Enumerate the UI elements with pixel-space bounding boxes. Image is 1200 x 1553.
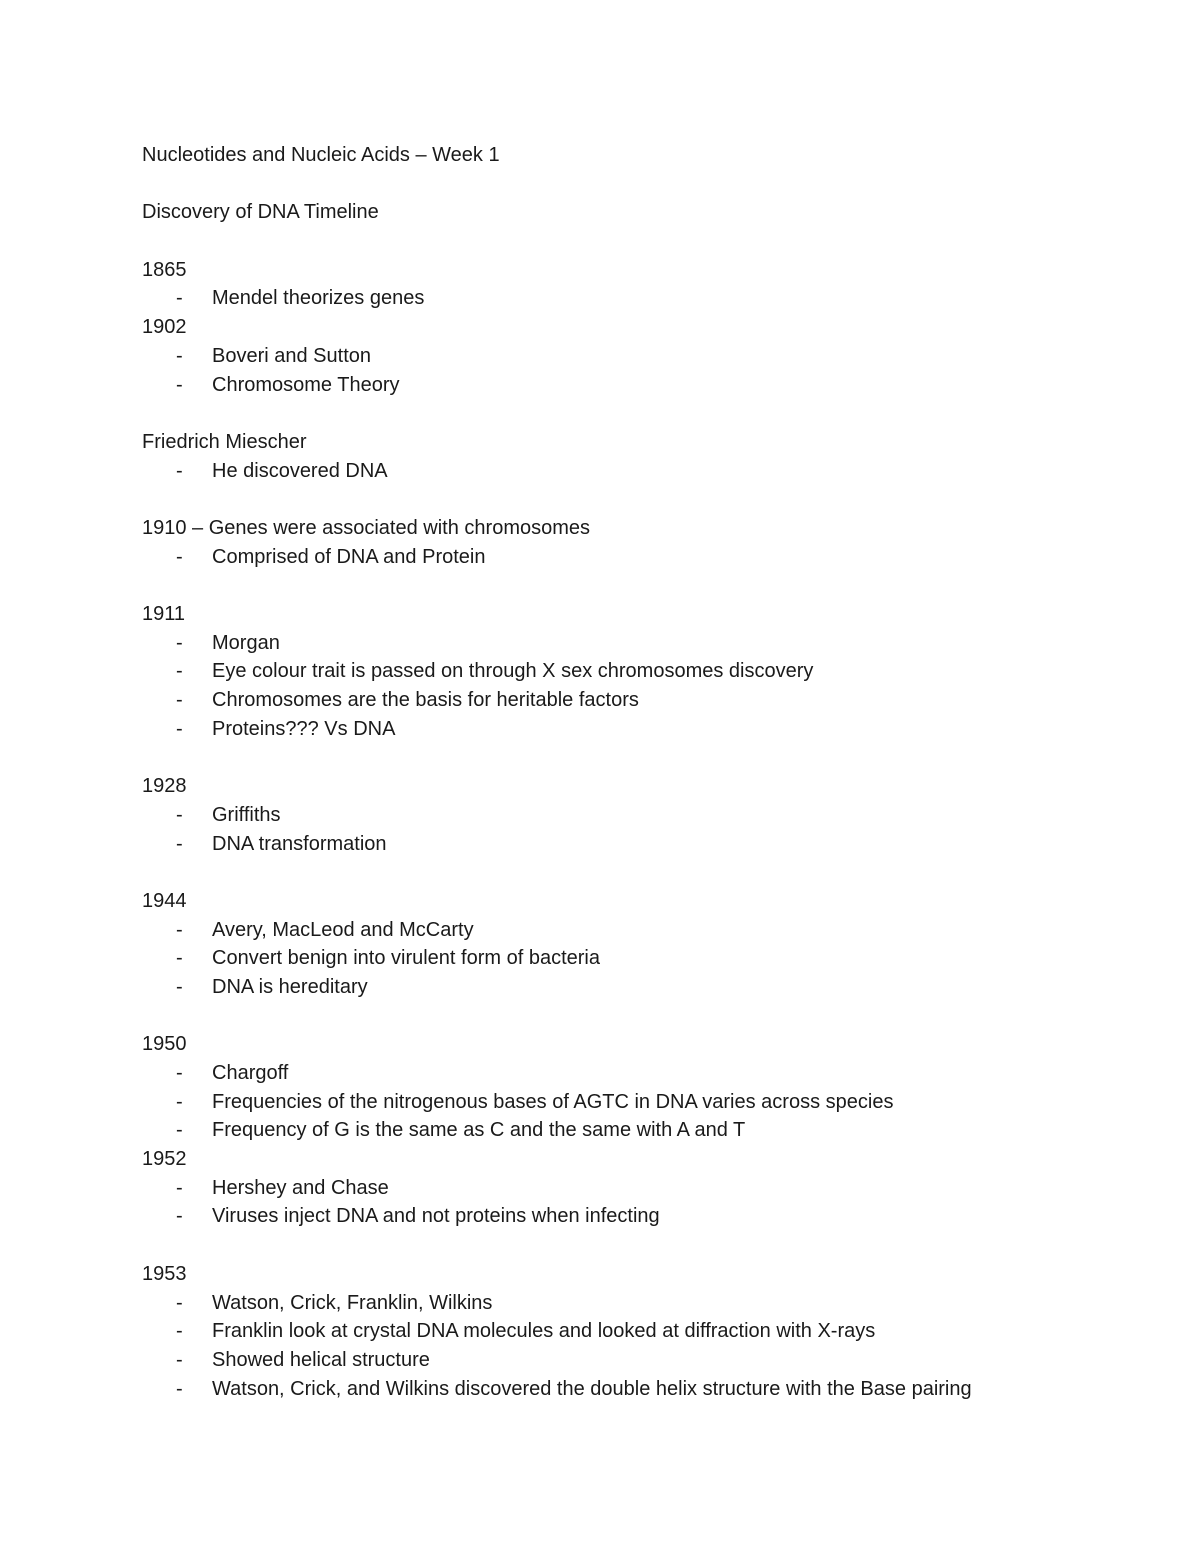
bullet-dash: - [176, 545, 183, 568]
bullet-dash: - [176, 717, 183, 740]
list-item-text: Showed helical structure [212, 1348, 430, 1371]
list-item-text: Franklin look at crystal DNA molecules and looked at diffraction with X-rays [212, 1320, 876, 1343]
list-item-text: Boveri and Sutton [212, 344, 371, 367]
section-heading: 1953 [142, 1262, 187, 1285]
list-item-text: Chargoff [212, 1062, 289, 1084]
document-title: Nucleotides and Nucleic Acids – Week 1 [142, 144, 500, 166]
list-item [142, 1317, 1102, 1346]
list-item-text: Hershey and Chase [212, 1176, 389, 1199]
bullet-dash: - [176, 1090, 183, 1113]
list-item-text: DNA transformation [212, 832, 387, 855]
list-item-text: He discovered DNA [212, 459, 388, 482]
list-item [142, 801, 1102, 830]
list-item [142, 916, 1102, 945]
bullet-dash: - [176, 373, 183, 396]
list-item-text: Eye colour trait is passed on through X sex chromosomes discovery [212, 660, 814, 683]
section-heading: 1944 [142, 889, 187, 912]
spacer [142, 571, 1102, 600]
list-item-text: Avery, MacLeod and McCarty [212, 918, 474, 941]
bullet-dash: - [176, 1348, 183, 1371]
list-item-text: DNA is hereditary [212, 975, 368, 998]
list-item [142, 371, 1102, 400]
list-item-text: Frequencies of the nitrogenous bases of AGTC in DNA varies across species [212, 1090, 894, 1113]
list-item-text: Morgan [212, 631, 280, 654]
bullet-dash: - [176, 947, 183, 970]
spacer [142, 1231, 1102, 1260]
document-subtitle: Discovery of DNA Timeline [142, 201, 379, 224]
list-item [142, 715, 1102, 744]
section-heading: Friedrich Miescher [142, 430, 307, 453]
list-item-text: Viruses inject DNA and not proteins when infecting [212, 1205, 660, 1228]
list-item-text: Griffiths [212, 803, 281, 826]
bullet-dash: - [176, 1320, 183, 1343]
bullet-dash: - [176, 1205, 183, 1228]
section-heading: 1902 [142, 316, 187, 339]
document-body [142, 141, 1102, 1403]
list-item [142, 1346, 1102, 1375]
bullet-dash: - [176, 459, 183, 482]
bullet-dash: - [176, 803, 183, 826]
bullet-dash: - [176, 918, 183, 941]
spacer [142, 399, 1102, 428]
section-heading: 1910 – Genes were associated with chromosomes [142, 516, 591, 539]
bullet-dash: - [176, 287, 183, 310]
bullet-dash: - [176, 1062, 183, 1084]
list-item [142, 1116, 1102, 1145]
bullet-dash: - [176, 1291, 183, 1314]
section-heading: 1928 [142, 775, 187, 798]
list-item [142, 830, 1102, 859]
list-item-text: Convert benign into virulent form of bacteria [212, 947, 600, 970]
bullet-dash: - [176, 1119, 183, 1142]
list-item [142, 284, 1102, 313]
list-item [142, 944, 1102, 973]
spacer [142, 743, 1102, 772]
list-item [142, 629, 1102, 658]
spacer [142, 1002, 1102, 1031]
bullet-dash: - [176, 832, 183, 855]
section-heading: 1865 [142, 258, 187, 281]
section-heading: 1950 [142, 1033, 187, 1056]
list-item [142, 457, 1102, 486]
list-item [142, 657, 1102, 686]
bullet-dash: - [176, 975, 183, 998]
spacer [142, 170, 1102, 199]
list-item [142, 543, 1102, 572]
bullet-dash: - [176, 660, 183, 683]
list-item [142, 1088, 1102, 1117]
list-item-text: Comprised of DNA and Protein [212, 545, 486, 568]
list-item-text: Chromosome Theory [212, 373, 400, 396]
list-item-text: Mendel theorizes genes [212, 287, 425, 310]
list-item [142, 686, 1102, 715]
bullet-dash: - [176, 344, 183, 367]
list-item [142, 1059, 1102, 1088]
bullet-dash: - [176, 689, 183, 712]
list-item-text: Proteins??? Vs DNA [212, 717, 396, 740]
list-item-text: Watson, Crick, Franklin, Wilkins [212, 1291, 493, 1314]
bullet-dash: - [176, 1377, 183, 1400]
list-item-text: Frequency of G is the same as C and the same with A and T [212, 1119, 746, 1142]
section-heading: 1911 [142, 603, 186, 625]
list-item [142, 973, 1102, 1002]
list-item [142, 1289, 1102, 1318]
spacer [142, 485, 1102, 514]
list-item [142, 1375, 1102, 1404]
spacer [142, 227, 1102, 256]
list-item-text: Watson, Crick, and Wilkins discovered the double helix structure with the Base pairing [212, 1377, 972, 1400]
spacer [142, 858, 1102, 887]
list-item [142, 1174, 1102, 1203]
list-item [142, 342, 1102, 371]
bullet-dash: - [176, 631, 183, 654]
list-item [142, 1202, 1102, 1231]
bullet-dash: - [176, 1176, 183, 1199]
list-item-text: Chromosomes are the basis for heritable factors [212, 689, 639, 712]
section-heading: 1952 [142, 1148, 187, 1171]
